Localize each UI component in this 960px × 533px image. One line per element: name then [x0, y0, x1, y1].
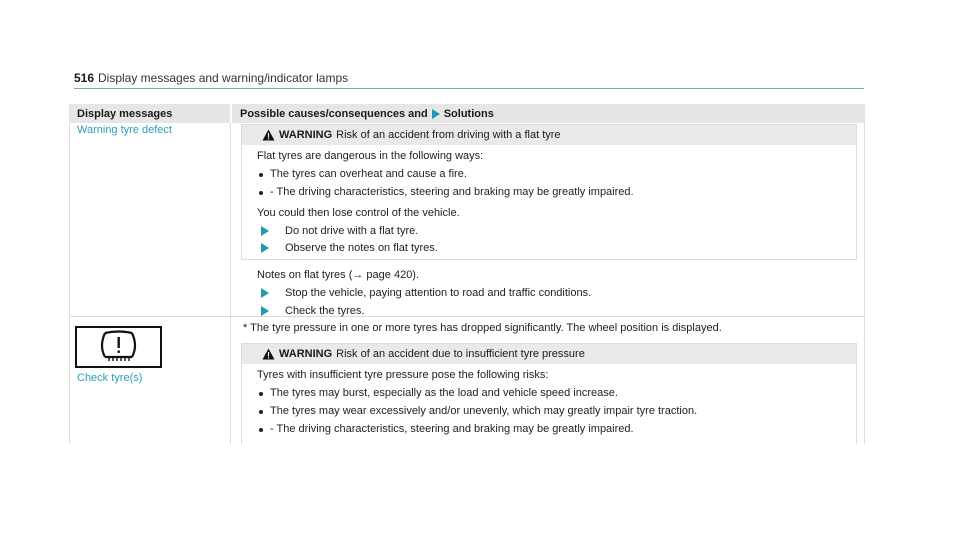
- bullet-dot: [259, 410, 263, 414]
- page-number: 516: [74, 71, 95, 85]
- bullet-dot: [259, 392, 263, 396]
- table-border-left: [69, 123, 70, 444]
- warning-text: Risk of an accident due to insufficient tyre pressure: [336, 348, 585, 360]
- step-arrow-icon: [261, 226, 269, 236]
- col-header-causes-label: Possible causes/consequences and: [240, 107, 428, 120]
- warning-triangle-icon: [262, 348, 275, 360]
- warning-bullet: The tyres may wear excessively and/or unevenly, which may greatly impair tyre traction.: [270, 405, 698, 417]
- warning-bullet: The tyres may burst, especially as the load and vehicle speed increase.: [270, 387, 618, 399]
- table-row-divider: [69, 316, 865, 317]
- step-arrow-icon: [261, 288, 269, 298]
- warning-header: [242, 125, 856, 145]
- warning-step: Observe the notes on flat tyres.: [285, 242, 438, 254]
- note-flat-tyres[interactable]: Notes on flat tyres (→ page 420).: [257, 269, 420, 281]
- warning-label: WARNING: [279, 348, 333, 360]
- warning-intro: Flat tyres are dangerous in the following ways:: [257, 150, 484, 162]
- step-arrow-icon: [261, 243, 269, 253]
- warning-header: [242, 344, 856, 364]
- col-header-causes: [232, 104, 865, 123]
- step-arrow-icon: [261, 306, 269, 316]
- arrow-right-icon: [432, 109, 440, 119]
- note-tyre-pressure: * The tyre pressure in one or more tyres has dropped significantly. The wheel position is displayed.: [243, 322, 722, 334]
- col-header-solutions-label: Solutions: [443, 107, 494, 120]
- warning-bullet: - The driving characteristics, steering and braking may be greatly impaired.: [270, 186, 634, 198]
- warning-triangle-icon: [262, 129, 275, 141]
- table-border-right: [864, 123, 865, 444]
- solution-step: Check the tyres.: [285, 305, 365, 317]
- page-header: [74, 69, 864, 89]
- warning-label: WARNING: [279, 129, 333, 141]
- warning-step: Do not drive with a flat tyre.: [285, 225, 419, 237]
- warning-outro: You could then lose control of the vehicle.: [257, 207, 460, 219]
- message-check-tyres[interactable]: Check tyre(s): [77, 372, 143, 384]
- solution-step: Stop the vehicle, paying attention to road and traffic conditions.: [285, 287, 592, 299]
- warning-text: Risk of an accident from driving with a flat tyre: [336, 129, 561, 141]
- message-warning-tyre-defect[interactable]: Warning tyre defect: [77, 124, 172, 136]
- tyre-pressure-warning-icon: [77, 328, 160, 366]
- col-header-display-messages: Display messages: [69, 104, 230, 123]
- table-column-divider: [230, 123, 231, 444]
- warning-bullet: - The driving characteristics, steering and braking may be greatly impaired.: [270, 423, 634, 435]
- tyre-pressure-icon-frame: [75, 326, 162, 368]
- bullet-dot: [259, 428, 263, 432]
- bullet-dot: [259, 173, 263, 177]
- page-title: Display messages and warning/indicator lamps: [98, 71, 349, 85]
- warning-intro: Tyres with insufficient tyre pressure pose the following risks:: [257, 369, 549, 381]
- bullet-dot: [259, 191, 263, 195]
- warning-bullet: The tyres can overheat and cause a fire.: [270, 168, 467, 180]
